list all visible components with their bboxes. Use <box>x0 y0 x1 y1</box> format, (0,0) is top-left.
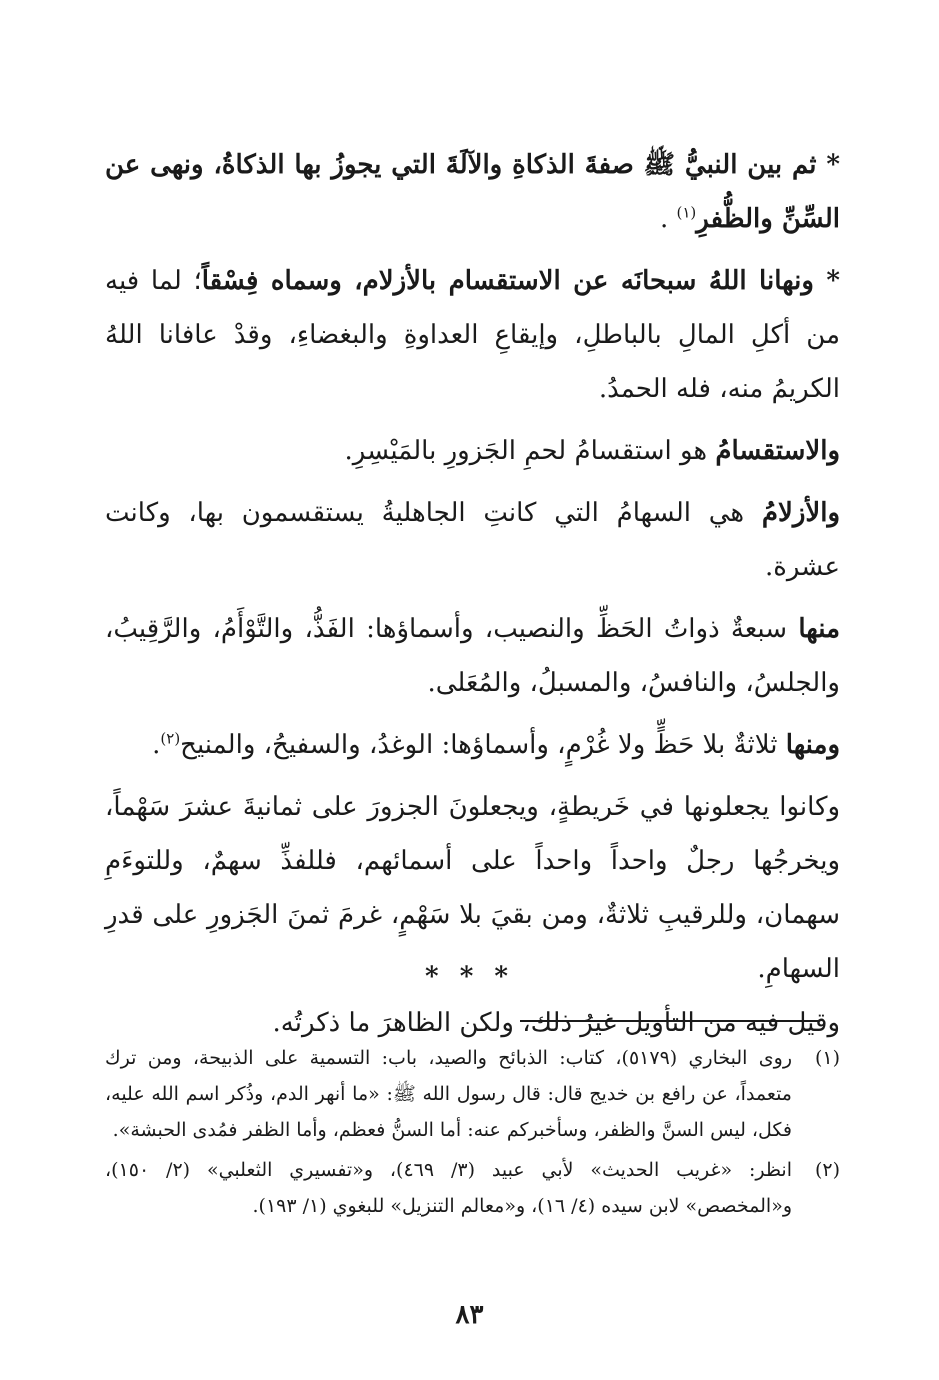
footnotes <box>105 1040 840 1228</box>
page-number: ٨٣ <box>455 1300 484 1330</box>
section-separator: * * * <box>425 962 514 992</box>
paragraph-lead: ونهانا اللهُ سبحانَه عن الاستقسام بالأزلام، وسماه فِسْقاً <box>201 266 827 296</box>
paragraph-1 <box>105 138 840 246</box>
footnote-divider <box>520 1020 818 1022</box>
paragraph-3 <box>105 424 840 478</box>
paragraph-8: وقيل فيه من التأويل غيرُ ذلك، ولكن الظاهرَ ما ذكرتُه. <box>272 1008 840 1038</box>
footnote-number: (١) <box>814 1047 840 1069</box>
paragraph-text: سبعةٌ ذواتُ الحَظِّ والنصيب، وأسماؤها: الفَذُّ، والتَّوْأَمُ، والرَّقِيبُ، والجلسُ، والنافسُ، والمسبلُ، والمُعَلى. <box>105 614 840 698</box>
paragraph-text: هو استقسامُ لحمِ الجَزورِ بالمَيْسِرِ. <box>344 436 716 466</box>
paragraph-6 <box>105 718 840 772</box>
paragraph-star: * <box>826 150 840 180</box>
paragraph-end: . <box>152 730 161 760</box>
paragraph-2 <box>105 254 840 416</box>
footnote-text: انظر: «غريب الحديث» لأبي عبيد (٣/ ٤٦٩)، و«تفسيري الثعلبي» (٢/ ١٥٠)، و«المخصص» لابن سيده (٤/ ١٦)، و«معالم التنزيل» للبغوي (١/ ١٩٣). <box>105 1159 792 1217</box>
paragraph-text: هي السهامُ التي كانتِ الجاهليةُ يستقسمون بها، وكانت عشرة. <box>105 498 840 582</box>
footnote-1 <box>105 1040 840 1148</box>
paragraph-text: ؛ لما فيه من أكلِ المالِ بالباطلِ، وإيقاعِ العداوةِ والبغضاءِ، وقدْ عافانا اللهُ الكريمُ منه، فله الحمدُ. <box>105 266 840 404</box>
paragraph-7: وكانوا يجعلونها في خَريطةٍ، ويجعلونَ الجزورَ على ثمانيةَ عشرَ سَهْماً، ويخرجُها رجلٌ واحداً واحداً على أسمائهم، فللفذِّ سهمٌ، وللتوءَمِ سهمان، وللرقيبِ ثلاثةٌ، ومن بقيَ بلا سَهْمٍ، غرمَ ثمنَ الجَزورِ على قدرِ السهامِ. <box>105 792 840 984</box>
paragraph-text: ثلاثةٌ بلا حَظٍّ ولا غُرْمٍ، وأسماؤها: الوغدُ، والسفيحُ، والمنيح <box>180 730 786 760</box>
paragraph-text: ثم بين النبيُّ ﷺ صفةَ الذكاةِ والآلَةَ التي يجوزُ بها الذكاةُ، ونهى عن السِّنِّ والظُّفرِ <box>105 150 840 234</box>
paragraph-end: . <box>659 204 677 234</box>
footnote-text: روى البخاري (٥١٧٩)، كتاب: الذبائح والصيد، باب: التسمية على الذبيحة، ومن ترك متعمداً، عن رافع بن خديج قال: قال رسول الله ﷺ: «ما أنهر الدم، وذُكر اسم الله عليه، فكل، ليس السنَّ والظفر، وسأخبركم عنه: أما السنُّ فعظم، وأما الظفر فمُدى الحبشة». <box>105 1047 792 1141</box>
paragraph-lead: والاستقسامُ <box>715 436 840 466</box>
main-text <box>105 138 840 1050</box>
paragraph-lead: والأزلامُ <box>761 498 840 528</box>
footnote-reference-2: (٢) <box>160 729 181 748</box>
footnote-2 <box>105 1152 840 1224</box>
paragraph-lead: ومنها <box>785 730 840 760</box>
footnote-reference-1: (١) <box>676 203 697 222</box>
paragraph-star: * <box>826 266 840 296</box>
paragraph-5 <box>105 602 840 710</box>
paragraph-4 <box>105 486 840 594</box>
paragraph-lead: منها <box>798 614 840 644</box>
footnote-number: (٢) <box>814 1159 840 1181</box>
